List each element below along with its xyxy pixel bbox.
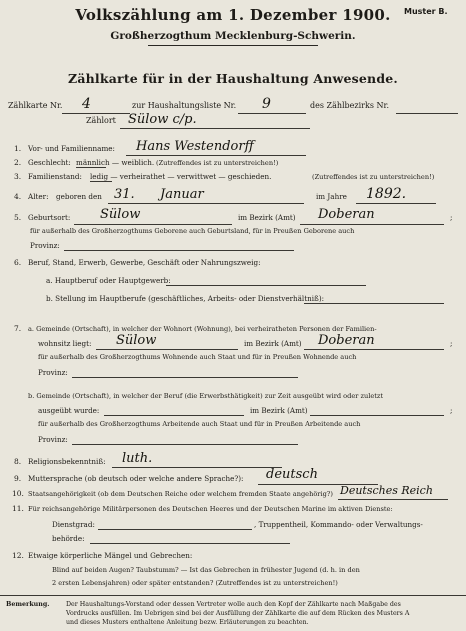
item6a-label: a. Hauptberuf oder Hauptgewerb: [46, 276, 171, 285]
item7a-provinz: Provinz: [38, 368, 68, 377]
card-title: Zählkarte für in der Haushaltung Anwesende. [68, 71, 398, 86]
item4-line [108, 203, 304, 204]
item3-label: Familienstand: [28, 172, 82, 181]
item8-label: Religionsbekenntniß: [28, 457, 106, 466]
birthplace-value[interactable]: Sülow [100, 207, 141, 222]
liste-value[interactable]: 9 [262, 96, 271, 112]
item6-number: 6. [14, 258, 22, 267]
residence-district-value[interactable]: Doberan [318, 333, 375, 348]
zaehlkarte-label: Zählkarte Nr. [8, 101, 63, 110]
item11-dienst-line [98, 529, 252, 530]
form-code: Muster B. [404, 7, 448, 16]
item2-number: 2. [14, 158, 22, 167]
item11-behoerde-line [90, 543, 290, 544]
item7b-prov-line [72, 444, 298, 445]
item6-label: Beruf, Stand, Erwerb, Gewerbe, Geschäft oder Nahrungszweig: [28, 258, 261, 267]
item1-label: Vor- und Familienname: [28, 144, 115, 153]
item11-label: Für reichsangehörige Militärpersonen des Deutschen Heeres und der Deutschen Marine im aktiven Dienste: [28, 505, 393, 513]
citizenship-value[interactable]: Deutsches Reich [340, 484, 433, 497]
item2-label: Geschlecht: [28, 158, 71, 167]
item7a-line2: wohnsitz liegt: [38, 339, 92, 348]
title-rule [148, 45, 318, 46]
item6a-line [166, 285, 366, 286]
residence-value[interactable]: Sülow [116, 333, 157, 348]
zaehlort-value[interactable]: Sülow c/p. [128, 112, 197, 127]
item12-number: 12. [12, 551, 24, 560]
item7b-line [104, 415, 244, 416]
item1-number: 1. [14, 144, 22, 153]
item10-number: 10. [12, 489, 24, 498]
footer-label: Bemerkung. [6, 601, 50, 608]
item6b-line [304, 303, 444, 304]
item5-label: Geburtsort: [28, 213, 71, 222]
footer-text-1: Der Haushaltungs-Vorstand oder dessen Vertreter wolle auch den Kopf der Zählkarte nach Maßgabe des [66, 601, 401, 608]
item5-bezirk-label: im Bezirk (Amt) [238, 213, 296, 222]
item7b-extra: für außerhalb des Großherzogthums Arbeitende auch Staat und für in Preußen Arbeitende auch [38, 420, 361, 428]
footer-text-3: und dieses Musters enthaltene Anleitung bezw. Erläuterungen zu beachten. [66, 619, 309, 626]
item7-number: 7. [14, 324, 22, 333]
zaehlort-label: Zählort [86, 116, 116, 125]
item5-provinz: Provinz: [30, 241, 60, 250]
birth-month[interactable]: Januar [160, 187, 204, 202]
religion-value[interactable]: luth. [122, 451, 153, 466]
item7a-line [96, 349, 238, 350]
zaehlort-line [120, 128, 310, 129]
name-value[interactable]: Hans Westendorff [136, 139, 254, 154]
item4-born: geboren den [56, 192, 102, 201]
item5-prov-line [64, 250, 294, 251]
item5-extra: für außerhalb des Großherzogthums Geborene auch Geburtsland, für in Preußen Geborene auch [30, 227, 355, 235]
footer-text-2: Vordrucks ausfüllen. Im Uebrigen sind bei der Ausfüllung der Zählkarte die auf dem Rücken des Musters A [66, 610, 410, 617]
item10-line [338, 499, 448, 500]
liste-line [238, 113, 306, 114]
item12-question2: 2 ersten Lebensjahren) oder später entstanden? (Zutreffendes ist zu unterstreichen!) [52, 579, 338, 587]
sex-underline [76, 167, 106, 168]
footer-rule [0, 595, 466, 596]
item4-label: Alter: [28, 192, 49, 201]
item5-semicolon: ; [450, 213, 453, 222]
item5-number: 5. [14, 213, 22, 222]
item5-bezirk-line [300, 224, 444, 225]
item3-number: 3. [14, 172, 22, 181]
zaehlkarte-line [62, 113, 130, 114]
item7b-line2: ausgeübt wurde: [38, 406, 100, 415]
marital-underline [90, 181, 112, 182]
item8-line [112, 467, 282, 468]
item3-hint: (Zutreffendes ist zu unterstreichen!) [312, 173, 435, 181]
item12-question1: Blind auf beiden Augen? Taubstumm? — Ist das Gebrechen in frühester Jugend (d. h. in den [52, 566, 360, 574]
item7b-line1: b. Gemeinde (Ortschaft), in welcher der Beruf (die Erwerbsthätigkeit) zur Zeit ausgeübt wird oder zuletzt [28, 392, 384, 400]
state-subtitle: Großherzogthum Mecklenburg-Schwerin. [110, 30, 356, 42]
item7a-semicolon: ; [450, 339, 453, 348]
language-value[interactable]: deutsch [266, 467, 318, 482]
item11-behoerde-label: behörde: [52, 534, 85, 543]
item11-dienst-label: Dienstgrad: [52, 520, 95, 529]
item5-line [74, 224, 232, 225]
item7a-bezirk-label: im Bezirk (Amt) [244, 339, 302, 348]
item2-hint: (Zutreffendes ist zu unterstreichen!) [156, 159, 279, 167]
item6b-label: b. Stellung im Hauptberufe (geschäftliches, Arbeits- oder Dienstverhältniß): [46, 294, 325, 303]
item8-number: 8. [14, 457, 22, 466]
item9-label: Muttersprache (ob deutsch oder welche andere Sprache?): [28, 474, 244, 483]
liste-label: zur Haushaltungsliste Nr. [132, 101, 237, 110]
item9-number: 9. [14, 474, 22, 483]
page-title: Volkszählung am 1. Dezember 1900. [75, 6, 391, 24]
item7b-provinz: Provinz: [38, 435, 68, 444]
birth-day[interactable]: 31. [114, 187, 135, 202]
item11-number: 11. [12, 504, 24, 513]
item4-number: 4. [14, 192, 22, 201]
item7a-line1: a. Gemeinde (Ortschaft), in welcher der Wohnort (Wohnung), bei verheiratheten Personen der Familien- [28, 325, 377, 333]
zaehlkarte-value[interactable]: 4 [82, 96, 91, 112]
item7b-bezirk-label: im Bezirk (Amt) [250, 406, 308, 415]
birth-year[interactable]: 1892. [366, 186, 407, 202]
item1-line [126, 155, 306, 156]
bezirk-label: des Zählbezirks Nr. [310, 101, 389, 110]
item7b-bezirk-line [310, 415, 444, 416]
item7a-prov-line [72, 377, 298, 378]
item12-label: Etwaige körperliche Mängel und Gebrechen: [28, 551, 193, 560]
item4-year-label: im Jahre [316, 192, 347, 201]
year-line [356, 203, 436, 204]
birth-district-value[interactable]: Doberan [318, 207, 375, 222]
marital-options[interactable]: ledig — verheirathet — verwittwet — geschieden. [90, 172, 272, 181]
item11-truppe-label: , Truppentheil, Kommando- oder Verwaltungs- [254, 520, 423, 529]
item10-label: Staatsangehörigkeit (ob dem Deutschen Reiche oder welchem fremden Staate angehörig?) [28, 490, 333, 498]
item7a-bezirk-line [304, 349, 444, 350]
bezirk-line [396, 113, 458, 114]
item7b-semicolon: ; [450, 406, 453, 415]
sex-options[interactable]: männlich — weiblich. [76, 158, 155, 167]
item7a-extra: für außerhalb des Großherzogthums Wohnende auch Staat und für in Preußen Wohnende auch [38, 353, 357, 361]
